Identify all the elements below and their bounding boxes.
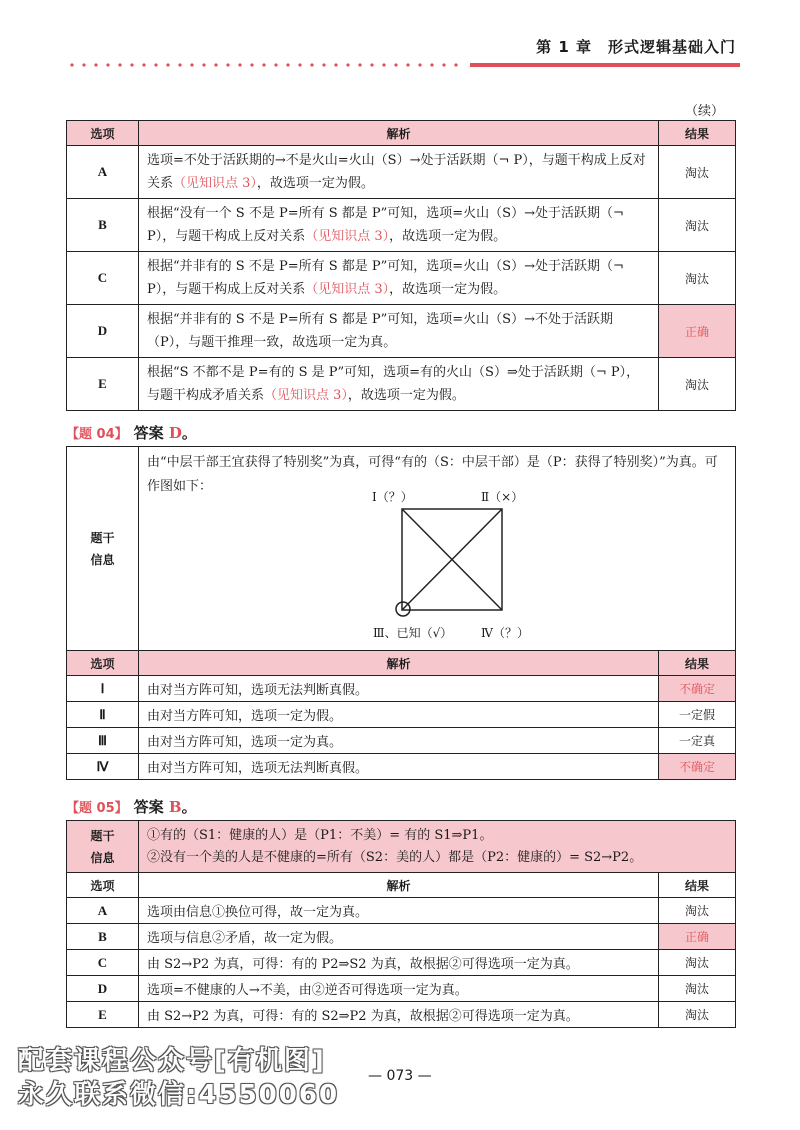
col-result: 结果 <box>659 121 736 146</box>
square-of-opposition <box>147 490 727 644</box>
table-row <box>67 305 736 358</box>
question-tag: 【题 04】 <box>66 427 128 442</box>
analysis-text: 由 S2→P2 为真，可得：有的 P2⇒S2 为真，故根据②可得选项一定为真。 <box>139 950 659 976</box>
analysis-text: 选项=不处于活跃期的→不是火山=火山（S）→处于活跃期（¬ P），与题干构成上反对关系（见知识点 3），故选项一定为假。 <box>139 146 659 199</box>
result-cell: 淘汰 <box>659 252 736 305</box>
table-header <box>67 121 736 146</box>
info-content <box>139 447 736 651</box>
col-result: 结果 <box>659 651 736 676</box>
option-label: E <box>67 358 139 411</box>
knowledge-ref: （见知识点 3） <box>305 282 390 297</box>
chapter-title: 第 1 章 形式逻辑基础入门 <box>536 38 736 56</box>
knowledge-ref: （见知识点 3） <box>264 388 348 403</box>
analysis-text: 由对当方阵可知，选项一定为真。 <box>139 728 659 754</box>
table-q05 <box>66 820 736 1028</box>
result-cell: 淘汰 <box>659 146 736 199</box>
analysis-text: 由对当方阵可知，选项无法判断真假。 <box>139 676 659 702</box>
result-cell: 一定假 <box>659 702 736 728</box>
question-04-answer: 【题 04】 答案 D。 <box>66 424 197 442</box>
corner-label-tl: Ⅰ（？） <box>372 490 413 504</box>
question-tag: 【题 05】 <box>66 801 128 816</box>
option-label: D <box>67 305 139 358</box>
analysis-text: 选项=不健康的人→不美，由②逆否可得选项一定为真。 <box>139 976 659 1002</box>
result-cell-correct: 正确 <box>659 924 736 950</box>
option-label: B <box>67 199 139 252</box>
option-label: Ⅱ <box>67 702 139 728</box>
header-dots <box>66 62 466 68</box>
table-row <box>67 754 736 780</box>
table-row <box>67 898 736 924</box>
result-cell-highlight: 不确定 <box>659 754 736 780</box>
analysis-text: 由对当方阵可知，选项一定为假。 <box>139 702 659 728</box>
analysis-text: 根据“没有一个 S 不是 P=所有 S 都是 P”可知，选项=火山（S）→处于活跃期（¬ P），与题干构成上反对关系（见知识点 3），故选项一定为假。 <box>139 199 659 252</box>
knowledge-ref: （见知识点 3） <box>305 229 390 244</box>
table-q03 <box>66 120 736 411</box>
analysis-text: 选项由信息①换位可得，故一定为真。 <box>139 898 659 924</box>
option-label: Ⅰ <box>67 676 139 702</box>
option-label: C <box>67 252 139 305</box>
option-label: Ⅳ <box>67 754 139 780</box>
table-header <box>67 873 736 898</box>
question-05-answer: 【题 05】 答案 B。 <box>66 798 197 816</box>
result-cell: 淘汰 <box>659 976 736 1002</box>
answer-letter: B <box>168 798 182 816</box>
col-option: 选项 <box>67 651 139 676</box>
table-row <box>67 146 736 199</box>
info-row <box>67 821 736 873</box>
analysis-text: 选项与信息②矛盾，故一定为假。 <box>139 924 659 950</box>
table-q04 <box>66 446 736 780</box>
option-label: D <box>67 976 139 1002</box>
watermark-line-1: 配套课程公众号[有机图] <box>18 1046 326 1076</box>
result-cell-highlight: 不确定 <box>659 676 736 702</box>
header-bar <box>470 63 740 67</box>
table-row <box>67 950 736 976</box>
answer-letter: D <box>168 424 182 442</box>
option-label: B <box>67 924 139 950</box>
analysis-text: 根据“并非有的 S 不是 P=所有 S 都是 P”可知，选项=火山（S）→不处于活跃期（P），与题干推理一致，故选项一定为真。 <box>139 305 659 358</box>
table-row <box>67 358 736 411</box>
result-cell: 淘汰 <box>659 358 736 411</box>
knowledge-ref: （见知识点 3） <box>173 176 257 191</box>
analysis-text: 由对当方阵可知，选项无法判断真假。 <box>139 754 659 780</box>
table-row <box>67 976 736 1002</box>
col-result: 结果 <box>659 873 736 898</box>
info-line-2: ②没有一个美的人是不健康的=所有（S2：美的人）都是（P2：健康的）= S2→P2。 <box>147 849 643 865</box>
page-number: — 073 — <box>368 1068 432 1084</box>
corner-label-tr: Ⅱ（×） <box>481 490 524 504</box>
table-row <box>67 199 736 252</box>
col-option: 选项 <box>67 873 139 898</box>
table-row <box>67 702 736 728</box>
result-cell: 淘汰 <box>659 1002 736 1028</box>
table-row <box>67 676 736 702</box>
info-content <box>139 821 736 873</box>
corner-label-bl: Ⅲ、已知（√） <box>373 626 453 640</box>
option-label: E <box>67 1002 139 1028</box>
table-row <box>67 924 736 950</box>
analysis-text: 由 S2→P2 为真，可得：有的 S2⇒P2 为真，故根据②可得选项一定为真。 <box>139 1002 659 1028</box>
info-text: 由“中层干部王宜获得了特别奖”为真，可得“有的（S：中层干部）是（P：获得了特别奖）”为真。可作图如下： <box>147 455 718 494</box>
analysis-text: 根据“S 不都不是 P=有的 S 是 P”可知，选项=有的火山（S）⇒处于活跃期（¬ P），与题干构成矛盾关系（见知识点 3），故选项一定为假。 <box>139 358 659 411</box>
col-option: 选项 <box>67 121 139 146</box>
table-row <box>67 1002 736 1028</box>
info-label: 题干信息 <box>67 821 139 873</box>
corner-label-br: Ⅳ（？） <box>481 626 529 640</box>
continued-label: （续） <box>684 104 724 119</box>
option-label: C <box>67 950 139 976</box>
col-analysis: 解析 <box>139 121 659 146</box>
result-cell: 淘汰 <box>659 199 736 252</box>
info-row <box>67 447 736 651</box>
option-label: A <box>67 898 139 924</box>
option-label: Ⅲ <box>67 728 139 754</box>
info-label: 题干信息 <box>67 447 139 651</box>
result-cell: 一定真 <box>659 728 736 754</box>
table-row <box>67 728 736 754</box>
analysis-text: 根据“并非有的 S 不是 P=所有 S 都是 P”可知，选项=火山（S）→处于活跃期（¬ P），与题干构成上反对关系（见知识点 3），故选项一定为假。 <box>139 252 659 305</box>
result-cell-correct: 正确 <box>659 305 736 358</box>
result-cell: 淘汰 <box>659 898 736 924</box>
option-label: A <box>67 146 139 199</box>
info-line-1: ①有的（S1：健康的人）是（P1：不美）= 有的 S1⇒P1。 <box>147 827 493 843</box>
col-analysis: 解析 <box>139 651 659 676</box>
table-row <box>67 252 736 305</box>
table-header <box>67 651 736 676</box>
watermark-line-2: 永久联系微信:4550060 <box>18 1080 340 1110</box>
col-analysis: 解析 <box>139 873 659 898</box>
result-cell: 淘汰 <box>659 950 736 976</box>
